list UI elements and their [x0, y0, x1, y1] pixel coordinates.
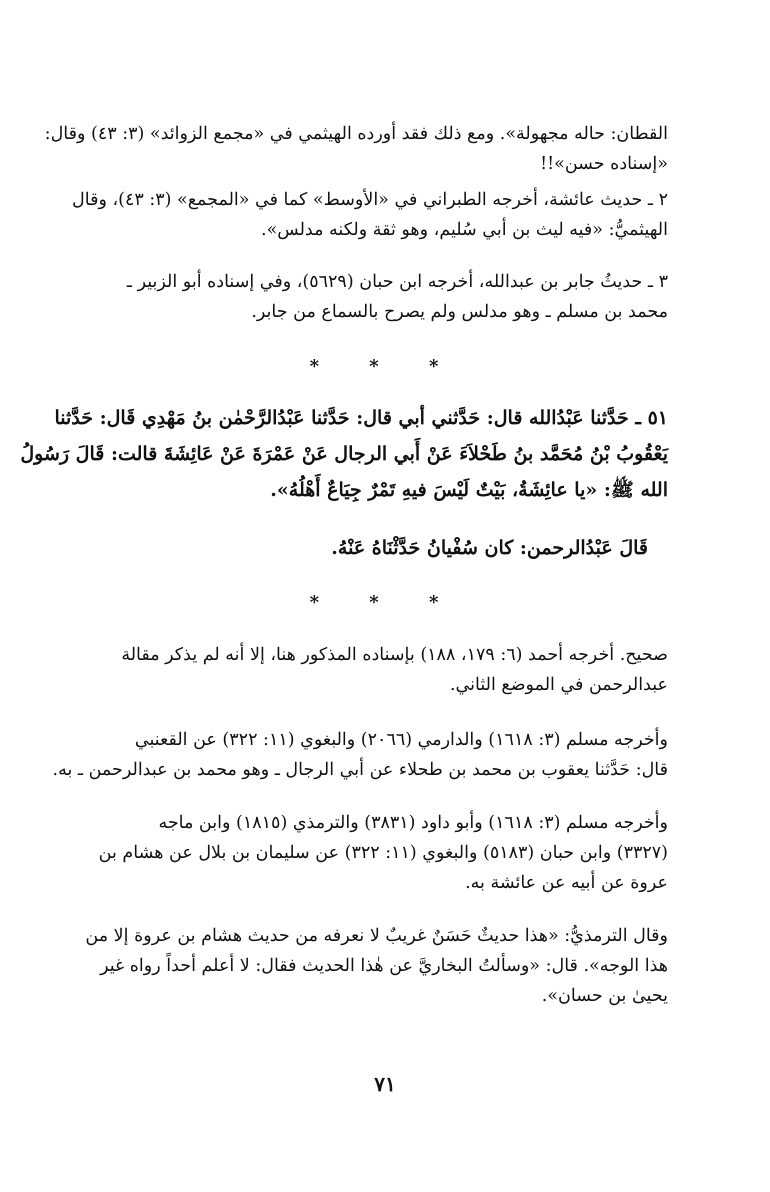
page-number: ٧١	[374, 1072, 396, 1096]
text-line: قال: حَدَّثنا يعقوب بن محمد بن طحلاء عن أبي الرجال ـ وهو محمد بن عبدالرحمن ـ به.	[52, 760, 668, 780]
text-line: يحيىٰ بن حسان».	[541, 986, 668, 1006]
text-line: وقال الترمذيُّ: «هذا حديثٌ حَسَنٌ غريبٌ لا نعرفه من حديث هشام بن عروة إلا من	[85, 926, 668, 946]
section-separator: * * *	[309, 356, 461, 377]
hadith-line: ٥١ ـ حَدَّثنا عَبْدُالله قال: حَدَّثني أبي قال: حَدَّثنا عَبْدُالرَّحْمٰن بنُ مَهْدِي قَال: حَدَّثنا	[54, 407, 668, 429]
text-line: ٣ ـ حديثُ جابر بن عبدالله، أخرجه ابن حبان (٥٦٢٩)، وفي إسناده أبو الزبير ـ	[126, 272, 668, 292]
hadith-text	[20, 400, 668, 508]
footnote-paragraph-3	[102, 267, 668, 327]
text-line: عبدالرحمن في الموضع الثاني.	[449, 675, 668, 695]
hadith-narrator-comment	[102, 530, 668, 566]
text-line: القطان: حاله مجهولة». ومع ذلك فقد أورده الهيثمي في «مجمع الزوائد» (٣: ٤٣) وقال:	[44, 124, 668, 144]
commentary-paragraph-2	[52, 725, 668, 785]
footnote-paragraph-continuation	[44, 119, 668, 179]
commentary-paragraph-3	[98, 808, 668, 898]
hadith-line: الله ﷺ: «يا عائِشَةُ، بَيْتٌ لَيْسَ فيهِ تَمْرٌ جِيَاعٌ أَهْلُهُ».	[270, 479, 668, 501]
text-line: ٢ ـ حديث عائشة، أخرجه الطبراني في «الأوسط» كما في «المجمع» (٣: ٤٣)، وقال	[72, 190, 668, 210]
text-line: (٣٣٢٧) وابن حبان (٥١٨٣) والبغوي (١١: ٣٢٢) عن سليمان بن بلال عن هشام بن	[98, 843, 668, 863]
hadith-line: يَعْقُوبُ بْنُ مُحَمَّد بنُ طَحْلاَءَ عَنْ أَبي الرجال عَنْ عَمْرَةَ عَنْ عَائِشَةَ قالت: قَالَ رَسُولُ	[20, 443, 668, 465]
commentary-paragraph-1	[102, 640, 668, 700]
commentary-paragraph-4	[85, 921, 668, 1011]
text-line: وأخرجه مسلم (٣: ١٦١٨) والدارمي (٢٠٦٦) والبغوي (١١: ٣٢٢) عن القعنبي	[134, 730, 668, 750]
text-line: صحيح. أخرجه أحمد (٦: ١٧٩، ١٨٨) بإسناده المذكور هنا، إلا أنه لم يذكر مقالة	[121, 645, 668, 665]
text-line: وأخرجه مسلم (٣: ١٦١٨) وأبو داود (٣٨٣١) والترمذي (١٨١٥) وابن ماجه	[158, 813, 668, 833]
text-line: عروة عن أبيه عن عائشة به.	[465, 873, 668, 893]
text-line: «إسناده حسن»!!	[540, 154, 668, 174]
hadith-comment-line: قَالَ عَبْدُالرحمن: كان سُفْيانُ حَدَّثْنَاهُ عَنْهُ.	[331, 537, 648, 559]
text-line: هذا الوجه». قال: «وسألتُ البخاريَّ عن هٰذا الحديث فقال: لا أعلم أحداً رواه غير	[100, 956, 668, 976]
text-line: الهيثميُّ: «فيه ليث بن أبي سُليم، وهو ثقة ولكنه مدلس».	[261, 220, 668, 240]
text-line: محمد بن مسلم ـ وهو مدلس ولم يصرح بالسماع من جابر.	[251, 302, 668, 322]
section-separator-2: * * *	[309, 592, 461, 613]
footnote-paragraph-2	[72, 185, 668, 245]
